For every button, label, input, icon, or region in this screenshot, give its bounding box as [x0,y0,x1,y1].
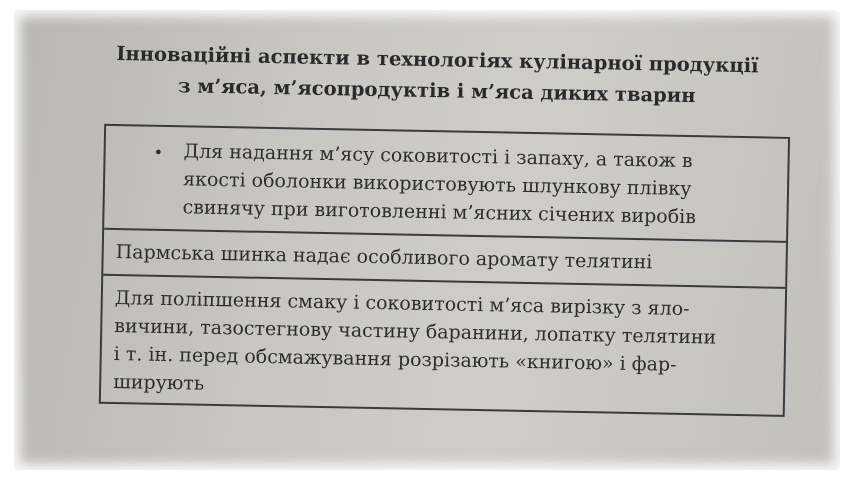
table-row [101,276,785,415]
row-text [113,284,777,409]
text-line: ширують [113,371,205,395]
bullet-marker: • [153,142,164,162]
text-line: і т. ін. перед обсмажування розрізають «книгою» і фар- [113,343,677,376]
table-row [104,126,788,243]
text-line: Пармська шинка надає особливого аромату телятині [115,241,653,274]
text-line: вичини, тазостегнову частину баранини, лопатку телятини [114,315,717,349]
text-line: Для поліпшення смаку і соковитості м’яса вирізку з яло- [114,287,690,321]
book-page [14,10,840,470]
text-line: якості оболонки використовують шлункову плівку [182,168,692,201]
row-text [182,137,780,232]
text-line: Для надання м’ясу соковитості і запаху, а також в [183,140,693,173]
section-title [77,37,798,113]
row-text [115,239,652,275]
page-photo [14,10,840,470]
text-line: свинячу при виготовленні м’ясних січених виробів [182,196,697,229]
content-table [99,124,790,417]
title-line-1: Інноваційні аспекти в технологіях кулінарної продукції [116,42,759,78]
title-line-2: з м’яса, м’ясопродуктів і м’яса диких тварин [177,74,696,108]
